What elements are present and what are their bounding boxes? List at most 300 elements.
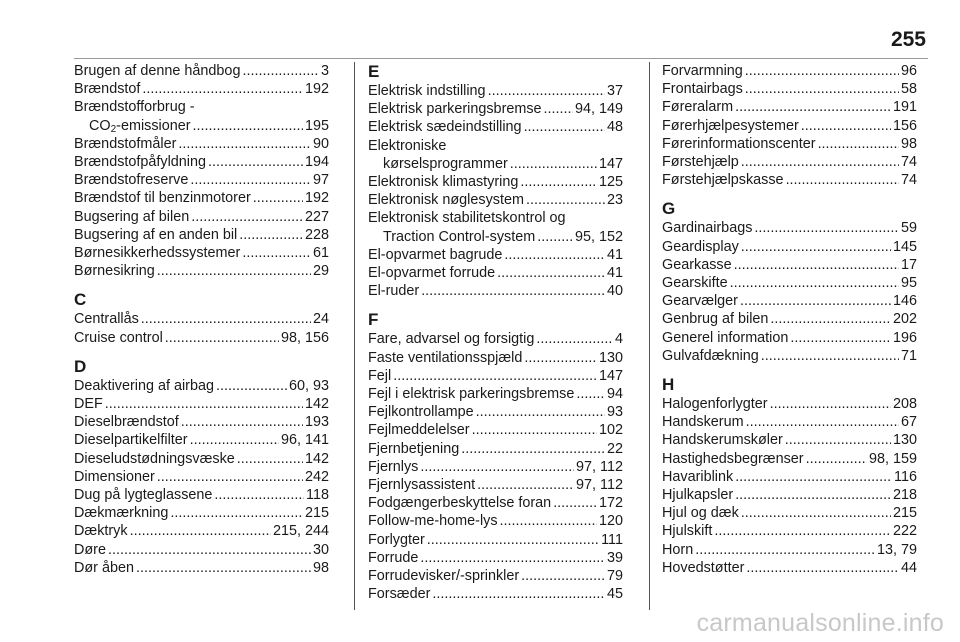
entry-term: Traction Control-system xyxy=(383,228,536,245)
dot-leader xyxy=(524,349,597,367)
dot-leader xyxy=(553,494,597,512)
dot-leader xyxy=(785,431,891,449)
entry-term: Førstehjælp xyxy=(662,154,739,171)
term-suffix: -emissioner xyxy=(116,117,191,134)
entry-pages: 13, 79 xyxy=(876,541,917,558)
entry-pages: 215 xyxy=(892,505,917,522)
index-entry xyxy=(74,559,329,577)
index-entry xyxy=(662,450,917,468)
dot-leader xyxy=(741,153,899,171)
entry-pages: 192 xyxy=(304,81,329,98)
index-entry xyxy=(368,567,623,585)
index-column-3 xyxy=(662,62,917,577)
entry-term: Forrude xyxy=(368,549,419,566)
index-entry xyxy=(368,549,623,567)
entry-pages: 79 xyxy=(606,568,623,585)
index-entry xyxy=(74,541,329,559)
dot-leader xyxy=(695,541,875,559)
entry-term: Bugsering af bilen xyxy=(74,208,190,225)
index-entry xyxy=(662,153,917,171)
dot-leader xyxy=(735,468,892,486)
entry-term: Forsæder xyxy=(368,586,431,603)
entry-pages: 22 xyxy=(606,440,623,457)
entry-term: Faste ventilationsspjæld xyxy=(368,349,523,366)
entry-pages: 130 xyxy=(598,349,623,366)
index-entry xyxy=(368,228,623,246)
entry-term: Bugsering af en anden bil xyxy=(74,226,238,243)
entry-pages: 24 xyxy=(312,311,329,328)
dot-leader xyxy=(393,367,597,385)
entry-term: Centrallås xyxy=(74,311,139,328)
dot-leader xyxy=(488,82,605,100)
index-entry xyxy=(368,349,623,367)
index-entry xyxy=(368,458,623,476)
entry-term: Hjul og dæk xyxy=(662,505,739,522)
dot-leader xyxy=(504,246,605,264)
index-entry xyxy=(662,292,917,310)
index-entry xyxy=(368,494,623,512)
dot-leader xyxy=(190,171,311,189)
entry-term: Havariblink xyxy=(662,468,734,485)
entry-term: Fjernlys xyxy=(368,458,419,475)
entry-pages: 95, 152 xyxy=(574,228,623,245)
entry-term: Dieseludstødningsvæske xyxy=(74,450,235,467)
entry-term: Dækmærkning xyxy=(74,505,169,522)
dot-leader xyxy=(216,377,287,395)
index-entry xyxy=(662,486,917,504)
entry-pages: 120 xyxy=(598,513,623,530)
entry-pages: 111 xyxy=(601,531,623,548)
index-column-1 xyxy=(74,62,329,577)
entry-term: Føreralarm xyxy=(662,99,734,116)
entry-term: Genbrug af bilen xyxy=(662,311,769,328)
entry-pages: 29 xyxy=(312,263,329,280)
entry-term: Brugen af denne håndbog xyxy=(74,63,241,79)
dot-leader xyxy=(786,171,899,189)
entry-pages: 94, 149 xyxy=(574,101,623,118)
dot-leader xyxy=(237,450,303,468)
dot-leader xyxy=(141,310,311,328)
entry-term: Elektronisk nøglesystem xyxy=(368,192,524,209)
entry-pages: 61 xyxy=(312,245,329,262)
index-entry xyxy=(662,395,917,413)
index-entry xyxy=(74,413,329,431)
index-entry: Brændstofforbrug - xyxy=(74,99,195,116)
index-entry xyxy=(368,82,623,100)
index-entry xyxy=(74,226,329,244)
entry-term: Dieselbrændstof xyxy=(74,414,179,431)
entry-term: Gearkasse xyxy=(662,256,732,273)
entry-term: Fejl xyxy=(368,367,392,384)
dot-leader xyxy=(191,208,303,226)
dot-leader xyxy=(510,155,597,173)
dot-leader xyxy=(714,522,891,540)
entry-pages: 202 xyxy=(892,311,917,328)
index-entry xyxy=(662,135,917,153)
entry-pages: 191 xyxy=(892,99,917,116)
entry-pages: 146 xyxy=(892,293,917,310)
entry-term: Geardisplay xyxy=(662,238,739,255)
dot-leader xyxy=(745,80,899,98)
index-entry xyxy=(74,262,329,280)
entry-term: Hastighedsbegrænser xyxy=(662,450,804,467)
entry-term: El-opvarmet bagrude xyxy=(368,246,503,263)
index-entry xyxy=(368,585,623,603)
entry-term: Forrudevisker/-sprinkler xyxy=(368,568,520,585)
entry-pages: 94 xyxy=(606,386,623,403)
index-entry xyxy=(74,431,329,449)
entry-term: Fejlmeddelelser xyxy=(368,422,470,439)
dot-leader xyxy=(576,385,605,403)
index-entry xyxy=(74,244,329,262)
dot-leader xyxy=(421,282,605,300)
index-entry xyxy=(74,504,329,522)
dot-leader xyxy=(108,541,311,559)
entry-pages: 97 xyxy=(312,172,329,189)
entry-pages: 227 xyxy=(304,208,329,225)
entry-pages: 130 xyxy=(892,432,917,449)
dot-leader xyxy=(239,226,303,244)
index-entry xyxy=(74,208,329,226)
entry-term: Fodgængerbeskyttelse foran xyxy=(368,495,552,512)
entry-pages: 48 xyxy=(606,119,623,136)
entry-pages: 147 xyxy=(598,155,623,172)
entry-term: El-opvarmet forrude xyxy=(368,265,496,282)
entry-term: Brændstofpåfyldning xyxy=(74,154,206,171)
entry-term: Deaktivering af airbag xyxy=(74,377,214,394)
dot-leader xyxy=(524,118,605,136)
index-entry xyxy=(368,264,623,282)
dot-leader xyxy=(746,413,899,431)
dot-leader xyxy=(142,80,303,98)
entry-term: Dimensioner xyxy=(74,468,155,485)
index-entry xyxy=(662,274,917,292)
index-entry xyxy=(662,117,917,135)
index-entry xyxy=(368,246,623,264)
dot-leader xyxy=(740,292,891,310)
entry-term: Fejl i elektrisk parkeringsbremse xyxy=(368,386,575,403)
entry-pages: 58 xyxy=(900,81,917,98)
entry-term: Førerhjælpesystemer xyxy=(662,117,799,134)
entry-term: Follow-me-home-lys xyxy=(368,513,498,530)
entry-pages: 4 xyxy=(614,331,623,348)
dot-leader xyxy=(746,559,899,577)
entry-pages: 90 xyxy=(312,135,329,152)
index-entry xyxy=(74,395,329,413)
section-letter: F xyxy=(368,310,379,330)
index-entry xyxy=(662,219,917,237)
index-entry xyxy=(368,330,623,348)
entry-pages: 98 xyxy=(900,135,917,152)
dot-leader xyxy=(526,191,605,209)
entry-term: Elektrisk indstilling xyxy=(368,83,486,99)
index-entry xyxy=(368,531,623,549)
index-entry xyxy=(662,171,917,189)
dot-leader xyxy=(806,450,867,468)
index-entry xyxy=(368,440,623,458)
section-letter: G xyxy=(662,199,676,219)
dot-leader xyxy=(242,244,311,262)
section-letter: C xyxy=(74,290,87,310)
entry-term: Gearvælger xyxy=(662,293,738,310)
entry-pages: 218 xyxy=(892,487,917,504)
entry-term: Børnesikring xyxy=(74,263,155,280)
column-divider xyxy=(649,62,650,610)
index-entry xyxy=(662,541,917,559)
dot-leader xyxy=(178,135,311,153)
index-entry xyxy=(74,80,329,98)
index-entry xyxy=(368,367,623,385)
entry-pages: 23 xyxy=(606,192,623,209)
entry-term: Elektrisk parkeringsbremse xyxy=(368,101,542,118)
dot-leader xyxy=(181,413,303,431)
entry-pages: 67 xyxy=(900,414,917,431)
index-entry xyxy=(368,173,623,191)
dot-leader xyxy=(801,117,891,135)
entry-term: Børnesikkerhedssystemer xyxy=(74,245,241,262)
entry-term: Cruise control xyxy=(74,329,163,346)
dot-leader xyxy=(745,62,899,80)
index-entry xyxy=(662,468,917,486)
entry-pages: 44 xyxy=(900,559,917,576)
dot-leader xyxy=(500,512,597,530)
entry-pages: 71 xyxy=(900,347,917,364)
dot-leader xyxy=(536,330,613,348)
entry-term: Handskerum xyxy=(662,414,744,431)
index-entry xyxy=(368,403,623,421)
column-divider xyxy=(354,62,355,610)
dot-leader xyxy=(214,486,304,504)
index-entry xyxy=(74,117,329,135)
entry-pages: 156 xyxy=(892,117,917,134)
dot-leader xyxy=(476,403,605,421)
entry-pages: 172 xyxy=(598,495,623,512)
entry-pages: 59 xyxy=(900,220,917,237)
entry-pages: 96 xyxy=(900,63,917,79)
index-entry xyxy=(368,282,623,300)
dot-leader xyxy=(734,256,899,274)
index-entry xyxy=(662,238,917,256)
entry-pages: 97, 112 xyxy=(576,458,623,475)
entry-term: Brændstof til benzinmotorer xyxy=(74,190,251,207)
watermark: carmanualsonline.info xyxy=(696,609,944,637)
entry-pages: 30 xyxy=(312,541,329,558)
index-entry xyxy=(74,310,329,328)
entry-pages: 93 xyxy=(606,404,623,421)
header-rule xyxy=(74,58,928,59)
entry-pages: 74 xyxy=(900,172,917,189)
dot-leader xyxy=(420,549,605,567)
entry-pages: 60, 93 xyxy=(288,377,329,394)
entry-term: Gulvafdækning xyxy=(662,347,759,364)
entry-pages: 193 xyxy=(304,414,329,431)
dot-leader xyxy=(190,431,279,449)
entry-pages: 37 xyxy=(606,83,623,99)
entry-term: kørselsprogrammer xyxy=(383,155,508,172)
entry-pages: 142 xyxy=(304,396,329,413)
dot-leader xyxy=(130,522,271,540)
entry-term: Elektrisk sædeindstilling xyxy=(368,119,522,136)
entry-term: DEF xyxy=(74,396,103,413)
entry-term: Forvarmning xyxy=(662,63,743,79)
entry-pages: 195 xyxy=(304,117,329,134)
dot-leader xyxy=(242,62,319,80)
dot-leader xyxy=(472,421,597,439)
entry-pages: 116 xyxy=(894,468,917,485)
entry-pages: 40 xyxy=(606,283,623,300)
index-entry: Elektroniske xyxy=(368,137,447,154)
entry-pages: 118 xyxy=(306,487,329,504)
index-entry xyxy=(74,153,329,171)
dot-leader xyxy=(461,440,605,458)
entry-term: Førstehjælpskasse xyxy=(662,172,784,189)
entry-term: Dug på lygteglassene xyxy=(74,487,213,504)
index-entry xyxy=(74,377,329,395)
index-entry xyxy=(74,522,329,540)
entry-pages: 41 xyxy=(606,246,623,263)
index-entry xyxy=(368,100,623,118)
entry-term: Hovedstøtter xyxy=(662,559,745,576)
dot-leader xyxy=(741,238,891,256)
index-entry xyxy=(662,98,917,116)
entry-pages: 242 xyxy=(304,468,329,485)
entry-pages: 17 xyxy=(900,256,917,273)
entry-term: Forlygter xyxy=(368,531,425,548)
index-entry xyxy=(662,347,917,365)
index-entry xyxy=(74,189,329,207)
entry-term: Dieselpartikelfilter xyxy=(74,432,188,449)
index-entry xyxy=(74,171,329,189)
dot-leader xyxy=(520,173,597,191)
index-entry xyxy=(74,486,329,504)
entry-term: Hjulkapsler xyxy=(662,487,734,504)
index-entry xyxy=(662,80,917,98)
entry-pages: 215, 244 xyxy=(272,523,329,540)
entry-pages: 194 xyxy=(304,154,329,171)
dot-leader xyxy=(208,153,303,171)
entry-term xyxy=(89,117,191,135)
entry-term: Frontairbags xyxy=(662,81,743,98)
dot-leader xyxy=(741,504,891,522)
section-letter: H xyxy=(662,375,675,395)
index-entry: Elektronisk stabilitetskontrol og xyxy=(368,210,566,227)
entry-term: Fjernbetjening xyxy=(368,440,460,457)
entry-pages: 147 xyxy=(598,367,623,384)
index-entry xyxy=(662,559,917,577)
index-column-2 xyxy=(368,62,623,603)
dot-leader xyxy=(157,468,303,486)
dot-leader xyxy=(427,531,599,549)
page-number: 255 xyxy=(890,28,926,51)
entry-term: Brændstof xyxy=(74,81,141,98)
index-entry xyxy=(662,431,917,449)
dot-leader xyxy=(497,264,605,282)
index-entry xyxy=(662,504,917,522)
entry-term: Gearskifte xyxy=(662,275,728,292)
entry-term: Dør åben xyxy=(74,559,134,576)
index-entry xyxy=(662,413,917,431)
entry-pages: 39 xyxy=(606,549,623,566)
entry-pages: 208 xyxy=(892,396,917,413)
dot-leader xyxy=(420,458,574,476)
term-prefix: CO xyxy=(89,117,111,134)
entry-term: Hjulskift xyxy=(662,523,713,540)
index-entry xyxy=(368,118,623,136)
entry-pages: 98, 156 xyxy=(280,329,329,346)
dot-leader xyxy=(432,585,605,603)
dot-leader xyxy=(754,219,899,237)
index-entry xyxy=(368,385,623,403)
dot-leader xyxy=(735,486,891,504)
entry-pages: 95 xyxy=(900,275,917,292)
dot-leader xyxy=(537,228,573,246)
dot-leader xyxy=(105,395,303,413)
entry-pages: 145 xyxy=(892,238,917,255)
entry-pages: 228 xyxy=(304,226,329,243)
dot-leader xyxy=(170,504,303,522)
index-entry xyxy=(74,450,329,468)
entry-term: Fjernlysassistent xyxy=(368,477,476,494)
dot-leader xyxy=(735,98,891,116)
index-entry xyxy=(74,135,329,153)
dot-leader xyxy=(521,567,605,585)
index-entry xyxy=(662,329,917,347)
index-entry xyxy=(662,310,917,328)
entry-pages: 96, 141 xyxy=(280,432,329,449)
index-entry xyxy=(368,191,623,209)
entry-term: Generel information xyxy=(662,329,789,346)
entry-pages: 98, 159 xyxy=(868,450,917,467)
dot-leader xyxy=(761,347,899,365)
entry-pages: 74 xyxy=(900,154,917,171)
entry-term: Elektronisk klimastyring xyxy=(368,174,519,191)
entry-term: Handskerumskøler xyxy=(662,432,783,449)
entry-pages: 97, 112 xyxy=(576,477,623,494)
index-entry xyxy=(662,62,917,80)
entry-pages: 45 xyxy=(606,586,623,603)
entry-term: Fare, advarsel og forsigtig xyxy=(368,331,535,348)
index-entry xyxy=(74,62,329,80)
index-entry xyxy=(368,155,623,173)
entry-pages: 192 xyxy=(304,190,329,207)
entry-pages: 41 xyxy=(606,265,623,282)
entry-pages: 215 xyxy=(304,505,329,522)
index-entry xyxy=(74,468,329,486)
entry-term: Fejlkontrollampe xyxy=(368,404,474,421)
entry-term: El-ruder xyxy=(368,283,420,300)
dot-leader xyxy=(770,310,891,328)
index-entry xyxy=(368,421,623,439)
section-letter: E xyxy=(368,62,380,81)
entry-pages: 196 xyxy=(892,329,917,346)
entry-term: Brændstofreserve xyxy=(74,172,189,189)
dot-leader xyxy=(730,274,899,292)
entry-pages: 102 xyxy=(598,422,623,439)
entry-pages: 98 xyxy=(312,559,329,576)
entry-pages: 222 xyxy=(892,523,917,540)
entry-term: Horn xyxy=(662,541,694,558)
dot-leader xyxy=(157,262,311,280)
index-entry xyxy=(662,522,917,540)
dot-leader xyxy=(165,329,279,347)
entry-term: Dæktryk xyxy=(74,523,128,540)
entry-term: Døre xyxy=(74,541,106,558)
dot-leader xyxy=(790,329,891,347)
dot-leader xyxy=(193,117,303,135)
dot-leader xyxy=(818,135,899,153)
dot-leader xyxy=(770,395,891,413)
term-subscript: 2 xyxy=(110,123,117,135)
